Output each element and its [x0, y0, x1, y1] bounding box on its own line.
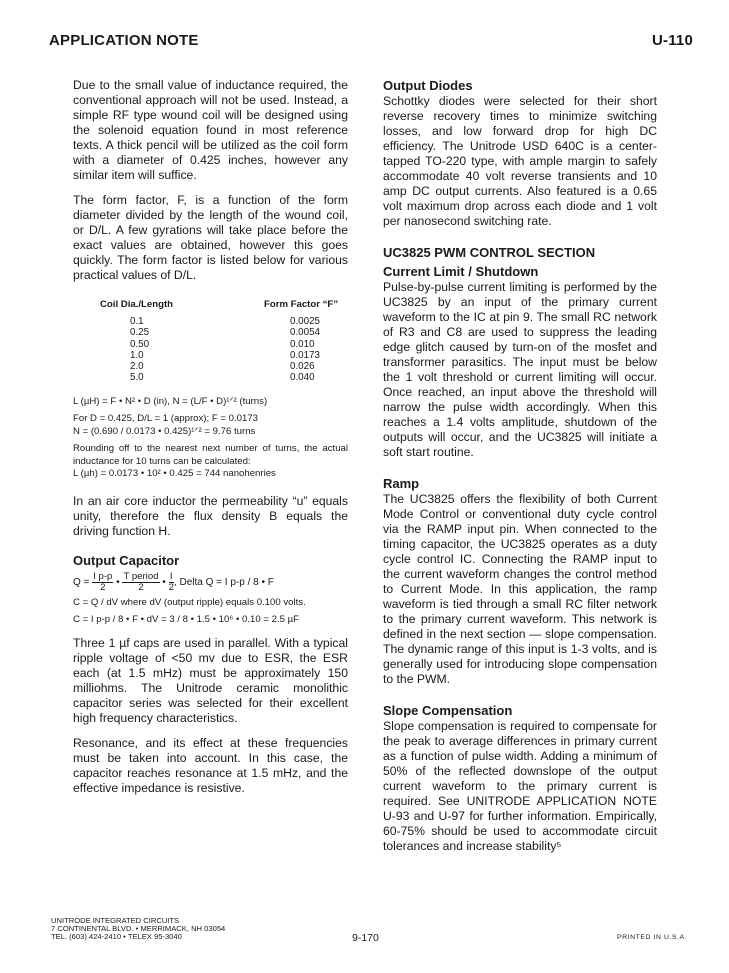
- fraction: $\frac{\text{I p-p}}{2}$: [93, 570, 113, 593]
- paragraph: Slope compensation is required to compensate for the peak to average differences in primary current as a function of pulse width. Adding a minimum of 50% of the reflected downslope of the output current waveform to the primary current is required. See UNITRODE APPLICATION NOTE U-93 and U-97 for further information. Empirically, 60-75% should be used to accommodate circuit tolerances and increase stability⁵: [383, 719, 657, 853]
- paragraph: Three 1 µf caps are used in parallel. With a typical ripple voltage of <50 mv due to ESR, the ESR each (at 1.5 mHz) must be approximately 150 milliohms. The Unitrode ceramic monolithic capacitor series was selected for their excellent high frequency characteristics.: [73, 635, 348, 725]
- table-row: 0.50 0.010: [130, 338, 315, 350]
- equation: For D = 0.425, D/L = 1 (approx); F = 0.0173: [73, 413, 258, 425]
- table-row: 0.25 0.0054: [130, 327, 320, 339]
- equation: L (µh) = 0.0173 • 10² • 0.425 = 744 nanohenries: [73, 468, 276, 480]
- section-heading-ramp: Ramp: [383, 476, 420, 491]
- paragraph: The UC3825 offers the flexibility of both Current Mode Control or conventional duty cycle control via the RAMP input pin. When connected to the timing capacitor, the UC3825 operates as a duty cycle control IC. Connecting the RAMP input to the current waveform changes the control method to Current Mode. In this application, the ramp waveform is tied through a small RC filter network to the primary current waveform. This network is defined in the next section — slope compensation. The dynamic range of this input is 1-3 volts, and is generally used for introducing slope compensation to the PWM.: [383, 492, 657, 686]
- equation: L (µH) = F • N² • D (in), N = (L/F • D)¹ᐟ² (turns): [73, 395, 268, 407]
- table-row: 1.0 0.0173: [130, 349, 320, 361]
- paragraph: In an air core inductor the permeability “u” equals unity, therefore the flux density B equals the driving function H.: [73, 493, 348, 538]
- charge-equation: Q = $\frac{\text{I p-p}}{2}$ • $\frac{\text{T period}}{2}$ • $\frac{I}{2}$ , Delta Q = I p-p / 8 • F: [73, 570, 274, 593]
- section-heading-output-capacitor: Output Capacitor: [73, 552, 180, 568]
- section-heading-current-limit: Current Limit / Shutdown: [383, 264, 539, 279]
- section-heading-slope-compensation: Slope Compensation: [383, 703, 513, 718]
- fraction: $\frac{\text{T period}}{2}$: [123, 570, 159, 593]
- table-row: 2.0 0.026: [130, 361, 315, 373]
- form-factor-table: [100, 299, 338, 384]
- paragraph: Due to the small value of inductance required, the conventional approach will not be used. Instead, a simple RF type wound coil will be designed using the solenoid equation found in most reference texts. A thick pencil will be utilized as the coil form with a diameter of 0.425 inches, however any similar item will suffice.: [73, 78, 348, 182]
- page-number: 9-170: [352, 932, 379, 944]
- equation-note: Rounding off to the nearest next number of turns, the actual inductance for 10 turns can be calculated:: [73, 443, 348, 467]
- right-column: [383, 78, 657, 864]
- equation: C = Q / dV where dV (output ripple) equals 0.100 volts.: [73, 596, 306, 608]
- section-heading-pwm-control: UC3825 PWM CONTROL SECTION: [383, 245, 596, 260]
- printed-notice: PRINTED IN U.S.A.: [617, 934, 688, 941]
- table-row: 5.0 0.040: [130, 372, 315, 384]
- table-header: Form Factor “F”: [264, 299, 339, 310]
- header-title: APPLICATION NOTE: [49, 32, 199, 49]
- fraction: $\frac{I}{2}$: [168, 570, 174, 593]
- company-footer: UNITRODE INTEGRATED CIRCUITS 7 CONTINENTAL BLVD. • MERRIMACK, NH 03054 TEL. (603) 424-2410 • TELEX 95-3040: [51, 916, 226, 942]
- section-heading-output-diodes: Output Diodes: [383, 78, 473, 93]
- left-column: [73, 78, 348, 806]
- equation: N = (0.690 / 0.0173 • 0.425)¹ᐟ² = 9.76 turns: [73, 425, 256, 437]
- table-row: 0.1 0.0025: [130, 316, 320, 327]
- paragraph: Schottky diodes were selected for their short reverse recovery times to minimize switching losses, and low forward drop for high DC efficiency. The Unitrode USD 640C is a center-tapped TO-220 type, with ample margin to safely accommodate 40 volt reverse transients and 10 amp DC output currents. Also featured is a 0.65 volt maximum drop across each diode and 1 volt per nanosecond switching rate.: [383, 94, 657, 228]
- table-header: Coil Dia./Length: [100, 299, 174, 310]
- equation: C = I p-p / 8 • F • dV = 3 / 8 • 1.5 • 10⁶ • 0.10 = 2.5 µF: [73, 614, 299, 626]
- document-number: U-110: [651, 32, 693, 49]
- paragraph: Pulse-by-pulse current limiting is performed by the UC3825 by an input of the primary current waveform to the IC at pin 9. The small RC network of R3 and C8 are used to suppress the leading edge glitch caused by turn-on of the mosfet and transformer parasitics. The input must be below the 1 volt threshold or current limiting will occur. Once reached, an input above the threshold will narrow the pulse width accordingly. When this reaches a 1.4 volts amplitude, shutdown of the outputs will occur, and the UC3825 will initiate a soft start routine.: [383, 280, 657, 459]
- paragraph: Resonance, and its effect at these frequencies must be taken into account. In this case, the capacitor reaches resonance at 1.5 mHz, and the effective impedance is resistive.: [73, 735, 348, 795]
- paragraph: The form factor, F, is a function of the form diameter divided by the length of the wound coil, or D/L. A few gyrations will take place before the exact values are obtained, however this goes quickly. The form factor is listed below for various practical values of D/L.: [73, 193, 348, 282]
